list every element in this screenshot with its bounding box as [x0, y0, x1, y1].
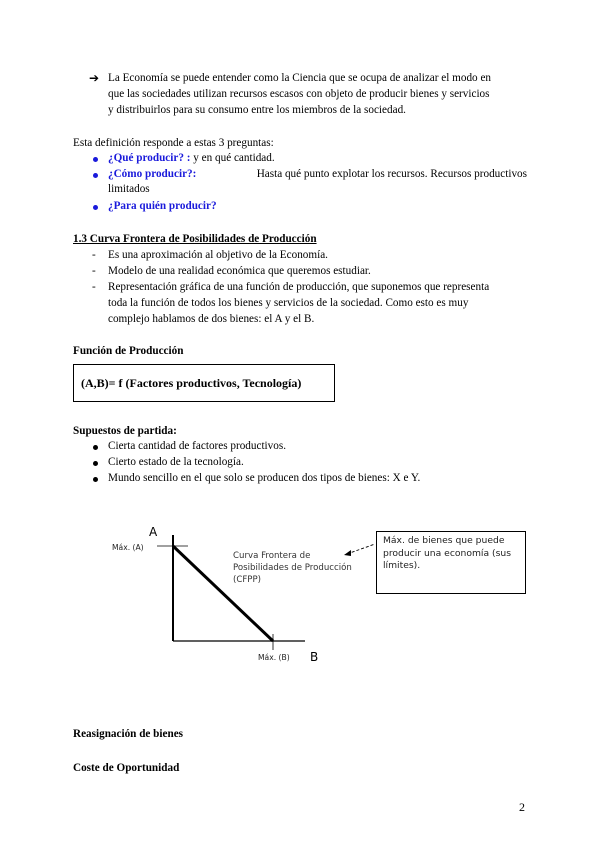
callout-box — [376, 531, 526, 594]
intro-line-3: y distribuirlos para su consumo entre los miembros de la sociedad. — [108, 104, 406, 116]
question-3-label: ¿Para quién producir? — [108, 200, 217, 212]
assumption-1: Cierta cantidad de factores productivos. — [108, 440, 287, 452]
question-2-label: ¿Cómo producir?: — [108, 168, 197, 180]
ppf-annotation-2: Posibilidades de Producción — [233, 563, 352, 573]
x-axis-label: B — [310, 650, 319, 664]
production-title: Función de Producción — [73, 345, 184, 357]
question-2 — [108, 167, 527, 182]
section-item-3a: Representación gráfica de una función de producción, que suponemos que representa — [108, 281, 490, 293]
assumption-3: Mundo sencillo en el que solo se producen dos tipos de bienes: X e Y. — [108, 472, 421, 484]
bullet-dot — [93, 205, 98, 210]
section-item-3b: toda la función de todos los bienes y servicios de la sociedad. Como esto es muy — [108, 297, 469, 309]
questions-lead: Esta definición responde a estas 3 preguntas: — [73, 137, 274, 149]
question-2-cont: limitados — [108, 183, 150, 195]
question-1 — [108, 151, 275, 166]
question-1-text: y en qué cantidad. — [190, 152, 275, 164]
question-1-label: ¿Qué producir? : — [108, 152, 191, 164]
assumption-2: Cierto estado de la tecnología. — [108, 456, 244, 468]
production-formula-box — [73, 364, 335, 402]
section-title: 1.3 Curva Frontera de Posibilidades de Producción — [73, 233, 317, 245]
callout-line-3: límites). — [383, 560, 421, 571]
callout-arrowhead — [344, 550, 351, 556]
x-max-label: Máx. (B) — [258, 653, 290, 662]
heading-coste-oportunidad: Coste de Oportunidad — [73, 762, 180, 774]
ppf-annotation-1: Curva Frontera de — [233, 551, 311, 561]
bullet-dot — [93, 445, 98, 450]
y-max-label: Máx. (A) — [112, 543, 144, 552]
callout-connector — [347, 544, 375, 554]
bullet-dot — [93, 477, 98, 482]
production-formula: (A,B)= f (Factores productivos, Tecnología) — [81, 375, 302, 390]
callout-line-2: producir una economía (sus — [383, 547, 511, 559]
y-axis-label: A — [149, 525, 158, 539]
bullet-dot — [93, 173, 98, 178]
question-2-text: Hasta qué punto explotar los recursos. Recursos productivos — [256, 168, 527, 180]
heading-reasignacion: Reasignación de bienes — [73, 728, 184, 740]
bullet-dot — [93, 157, 98, 162]
page-number: 2 — [519, 800, 525, 814]
dash-marker: - — [92, 249, 96, 261]
dash-marker: - — [92, 281, 96, 293]
question-3 — [108, 199, 217, 214]
callout-line-1: Máx. de bienes que puede — [383, 535, 505, 546]
section-item-3c: complejo hablamos de dos bienes: el A y el B. — [108, 313, 315, 325]
dash-marker: - — [92, 265, 96, 277]
section-item-1: Es una aproximación al objetivo de la Economía. — [108, 249, 328, 261]
section-item-2: Modelo de una realidad económica que queremos estudiar. — [108, 265, 371, 277]
bullet-dot — [93, 461, 98, 466]
assumptions-title: Supuestos de partida: — [73, 425, 177, 437]
intro-arrow: ➔ — [89, 71, 100, 85]
intro-line-1: La Economía se puede entender como la Ciencia que se ocupa de analizar el modo en — [108, 72, 492, 84]
intro-line-2: que las sociedades utilizan recursos escasos con objeto de producir bienes y servicios — [108, 88, 490, 100]
ppf-annotation-3: (CFPP) — [233, 575, 262, 585]
